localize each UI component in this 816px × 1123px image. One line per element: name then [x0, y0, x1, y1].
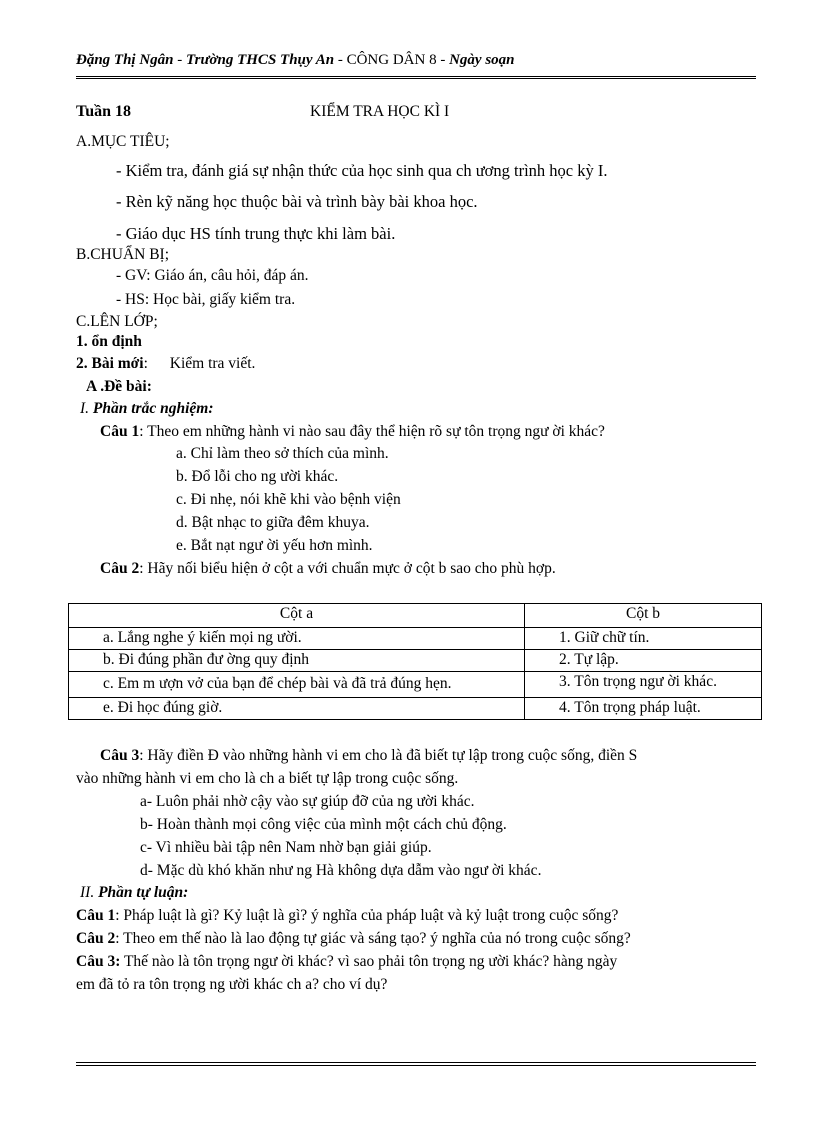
essay-question-2-text: : Theo em thế nào là lao động tự giác và sáng tạo? ý nghĩa của nó trong cuộc sống? — [115, 930, 631, 947]
preparation-heading: B.CHUẨN BỊ; — [76, 246, 170, 263]
table-cell-a: a. Lắng nghe ý kiến mọi ng ười. — [69, 628, 525, 650]
essay-question-1-text: : Pháp luật là gì? Kỷ luật là gì? ý nghĩa của pháp luật và kỷ luật trong cuộc sống? — [115, 907, 619, 924]
q1-option: c. Đi nhẹ, nói khẽ khi vào bệnh viện — [176, 491, 401, 508]
essay-question-3-cont: em đã tỏ ra tôn trọng ng ười khác ch a? cho ví dụ? — [76, 976, 388, 993]
table-cell-b: 1. Giữ chữ tín. — [525, 628, 762, 650]
part1-heading — [80, 400, 214, 418]
preparation-item: - HS: Học bài, giấy kiểm tra. — [116, 291, 296, 308]
question-3-label: Câu 3 — [100, 747, 140, 764]
table-cell-a: e. Đi học đúng giờ. — [69, 698, 525, 720]
question-2-label: Câu 2 — [100, 560, 140, 577]
essay-question-3-label: Câu 3: — [76, 953, 121, 970]
table-header-col-b: Cột b — [525, 604, 762, 628]
header-subject: CÔNG DÂN 8 — [346, 52, 437, 68]
header-date-label: Ngày soạn — [449, 52, 515, 68]
q1-option: b. Đổ lỗi cho ng ười khác. — [176, 468, 339, 485]
header-rule — [76, 76, 756, 77]
header-author: Đặng Thị Ngân — [76, 52, 174, 68]
table-row — [69, 672, 762, 698]
objectives-heading: A.MỤC TIÊU; — [76, 133, 170, 150]
table-cell-b: 2. Tự lập. — [525, 650, 762, 672]
essay-question-3 — [76, 953, 617, 971]
header-separator: - — [173, 52, 187, 68]
question-3-text-cont: vào những hành vi em cho là ch a biết tự lập trong cuộc sống. — [76, 770, 459, 787]
table-row — [69, 650, 762, 672]
lesson-step-2-text: Kiểm tra viết. — [169, 355, 256, 372]
header-school: Trường THCS Thụy An — [186, 52, 335, 68]
essay-question-1 — [76, 907, 618, 925]
q3-option: a- Luôn phải nhờ cậy vào sự giúp đỡ của ng ười khác. — [140, 793, 475, 810]
question-3 — [100, 747, 637, 765]
part2-heading-num: II. — [80, 884, 95, 901]
q1-option: d. Bật nhạc to giữa đêm khuya. — [176, 514, 370, 531]
part1-heading-num: I. — [80, 400, 90, 417]
part2-heading-text: Phần tự luận: — [98, 884, 189, 901]
table-cell-b: 4. Tôn trọng pháp luật. — [525, 698, 762, 720]
lesson-heading: C.LÊN LỚP; — [76, 313, 158, 330]
header-rule — [76, 78, 756, 79]
lesson-step-2-colon: : — [143, 355, 148, 372]
header-separator: - — [436, 52, 450, 68]
table-cell-b: 3. Tôn trọng ngư ời khác. — [525, 672, 762, 698]
q1-option: e. Bắt nạt ngư ời yếu hơn mình. — [176, 537, 373, 554]
lesson-step-2 — [76, 355, 255, 373]
question-3-text: : Hãy điền Đ vào những hành vi em cho là đã biết tự lập trong cuộc sống, điền S — [139, 747, 638, 764]
lesson-step-2-label: 2. Bài mới — [76, 355, 144, 372]
q1-option: a. Chỉ làm theo sở thích của mình. — [176, 445, 389, 462]
question-2-text: : Hãy nối biểu hiện ở cột a với chuẩn mực ở cột b sao cho phù hợp. — [139, 560, 556, 577]
essay-question-1-label: Câu 1 — [76, 907, 116, 924]
question-1-text: : Theo em những hành vi nào sau đây thể hiện rõ sự tôn trọng ngư ời khác? — [139, 423, 605, 440]
objective-item: - Kiểm tra, đánh giá sự nhận thức của học sinh qua ch ương trình học kỳ I. — [116, 161, 608, 180]
question-1-label: Câu 1 — [100, 423, 140, 440]
matching-table — [68, 603, 762, 720]
part1-heading-text: Phần trắc nghiệm: — [92, 400, 214, 417]
objective-item: - Giáo dục HS tính trung thực khi làm bài. — [116, 224, 396, 243]
part2-heading — [80, 884, 188, 902]
footer-rule — [76, 1062, 756, 1063]
header-separator: - — [334, 52, 347, 68]
table-header-col-a: Cột a — [69, 604, 525, 628]
table-row — [69, 698, 762, 720]
q3-option: b- Hoàn thành mọi công việc của mình một cách chủ động. — [140, 816, 507, 833]
objective-item: - Rèn kỹ năng học thuộc bài và trình bày bài khoa học. — [116, 192, 478, 211]
preparation-item: - GV: Giáo án, câu hỏi, đáp án. — [116, 267, 309, 284]
table-header-row — [69, 604, 762, 628]
question-1 — [100, 423, 605, 441]
table-row — [69, 628, 762, 650]
footer-rule — [76, 1065, 756, 1066]
exam-heading: A .Đề bài: — [86, 378, 152, 395]
week-label: Tuần 18 — [76, 103, 131, 120]
essay-question-2 — [76, 930, 631, 948]
table-cell-a: b. Đi đúng phần đư ờng quy định — [69, 650, 525, 672]
essay-question-3-text: Thế nào là tôn trọng ngư ời khác? vì sao phải tôn trọng ng ười khác? hàng ngày — [120, 953, 618, 970]
question-2 — [100, 560, 556, 578]
q3-option: c- Vì nhiều bài tập nên Nam nhờ bạn giải giúp. — [140, 839, 432, 856]
table-cell-a: c. Em m ượn vở của bạn để chép bài và đã trả đúng hẹn. — [69, 672, 525, 698]
page-title: KIỂM TRA HỌC KÌ I — [310, 103, 450, 120]
essay-question-2-label: Câu 2 — [76, 930, 116, 947]
page-header — [76, 52, 515, 69]
q3-option: d- Mặc dù khó khăn như ng Hà không dựa dẫm vào ngư ời khác. — [140, 862, 542, 879]
lesson-step-1: 1. ổn định — [76, 333, 142, 350]
